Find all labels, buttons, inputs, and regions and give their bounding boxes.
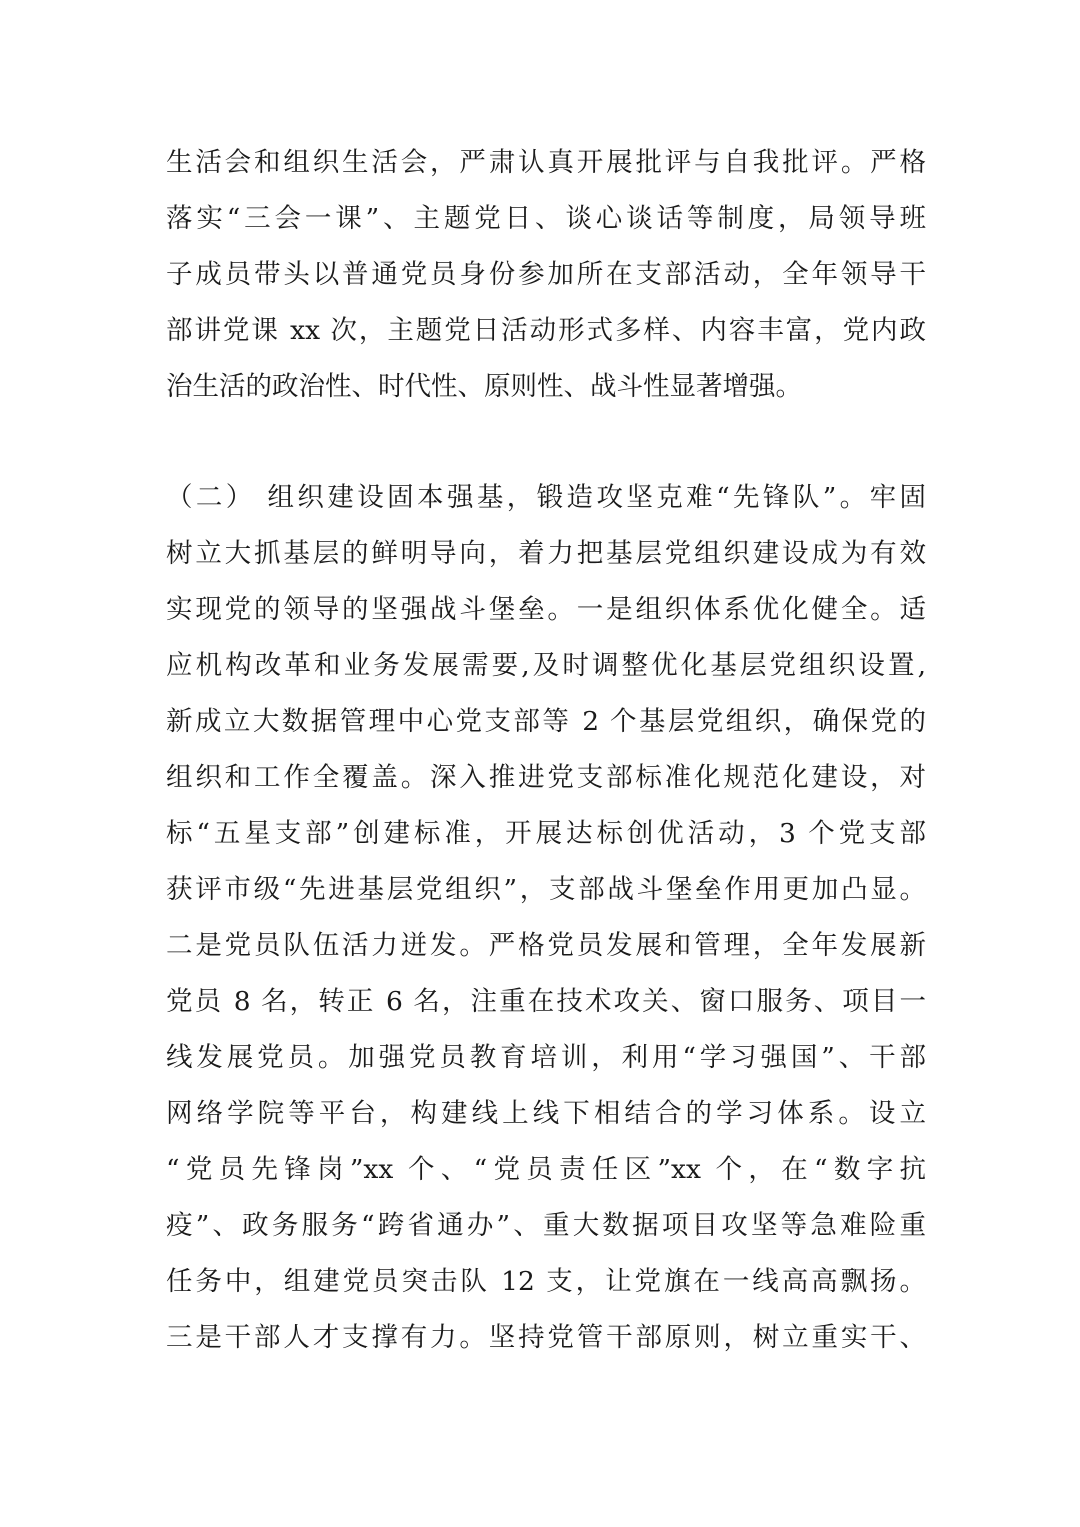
section-heading-line: （二） 组织建设固本强基，锻造攻坚克难“先锋队”。牢固	[166, 482, 926, 513]
paragraph-1	[166, 135, 926, 415]
paragraph-line: 获评市级“先进基层党组织”，支部战斗堡垒作用更加凸显。	[166, 874, 926, 905]
paragraph-line: “党员先锋岗”xx 个、“党员责任区”xx 个，在“数字抗	[166, 1154, 926, 1185]
paragraph-line: 三是干部人才支撑有力。坚持党管干部原则，树立重实干、	[166, 1322, 926, 1353]
paragraph-line: 部讲党课 xx 次，主题党日活动形式多样、内容丰富，党内政	[166, 315, 926, 346]
paragraph-line: 二是党员队伍活力迸发。严格党员发展和管理，全年发展新	[166, 930, 926, 961]
paragraph-line: 网络学院等平台，构建线上线下相结合的学习体系。设立	[166, 1098, 926, 1129]
paragraph-line: 标“五星支部”创建标准，开展达标创优活动，3 个党支部	[166, 818, 926, 849]
paragraph-line: 党员 8 名，转正 6 名，注重在技术攻关、窗口服务、项目一	[166, 986, 926, 1017]
paragraph-line: 树立大抓基层的鲜明导向，着力把基层党组织建设成为有效	[166, 538, 926, 569]
paragraph-line: 线发展党员。加强党员教育培训，利用“学习强国”、干部	[166, 1042, 926, 1073]
paragraph-line: 应机构改革和业务发展需要,及时调整优化基层党组织设置,	[166, 650, 926, 681]
paragraph-line: 生活会和组织生活会，严肃认真开展批评与自我批评。严格	[166, 147, 926, 178]
paragraph-line: 新成立大数据管理中心党支部等 2 个基层党组织，确保党的	[166, 706, 926, 737]
paragraph-line: 任务中，组建党员突击队 12 支，让党旗在一线高高飘扬。	[166, 1266, 926, 1297]
paragraph-line: 子成员带头以普通党员身份参加所在支部活动，全年领导干	[166, 259, 926, 290]
paragraph-line: 实现党的领导的坚强战斗堡垒。一是组织体系优化健全。适	[166, 594, 926, 625]
paragraph-line: 疫”、政务服务“跨省通办”、重大数据项目攻坚等急难险重	[166, 1210, 926, 1241]
paragraph-line: 组织和工作全覆盖。深入推进党支部标准化规范化建设，对	[166, 762, 926, 793]
paragraph-line: 治生活的政治性、时代性、原则性、战斗性显著增强。	[166, 371, 802, 402]
paragraph-line: 落实“三会一课”、主题党日、谈心谈话等制度，局领导班	[166, 203, 926, 234]
paragraph-2	[166, 470, 926, 1366]
